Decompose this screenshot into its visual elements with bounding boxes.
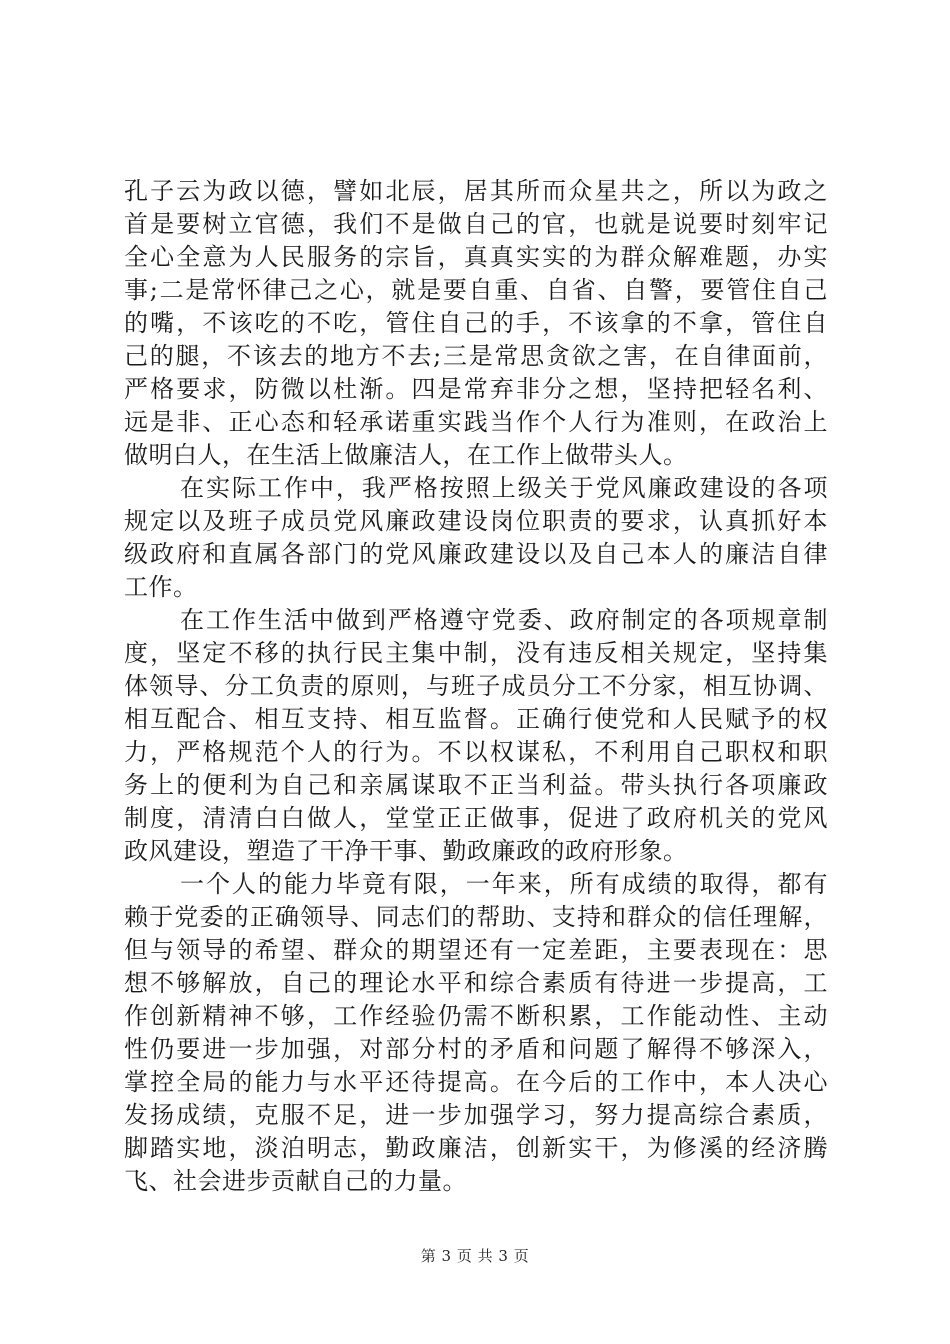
text-line: 但与领导的希望、群众的期望还有一定差距，主要表现在：思 bbox=[124, 936, 828, 964]
text-line: 工作。 bbox=[124, 573, 198, 601]
text-line: 掌控全局的能力与水平还待提高。在今后的工作中，本人决心 bbox=[124, 1068, 828, 1096]
text-line: 政风建设，塑造了干净干事、勤政廉政的政府形象。 bbox=[124, 837, 688, 865]
text-line: 制度，清清白白做人，堂堂正正做事，促进了政府机关的党风 bbox=[124, 804, 828, 832]
text-line: 飞、社会进步贡献自己的力量。 bbox=[124, 1167, 467, 1195]
text-line: 己的腿，不该去的地方不去;三是常思贪欲之害，在自律面前， bbox=[124, 342, 828, 370]
text-line: 严格要求，防微以杜渐。四是常弃非分之想，坚持把轻名利、 bbox=[124, 375, 828, 403]
text-line: 赖于党委的正确领导、同志们的帮助、支持和群众的信任理解， bbox=[124, 903, 828, 931]
page-number-footer: 第 3 页 共 3 页 bbox=[420, 1247, 530, 1265]
text-line: 全心全意为人民服务的宗旨，真真实实的为群众解难题，办实 bbox=[124, 243, 828, 271]
text-line: 体领导、分工负责的原则，与班子成员分工不分家，相互协调、 bbox=[124, 672, 828, 700]
text-line: 作创新精神不够，工作经验仍需不断积累，工作能动性、主动 bbox=[124, 1002, 828, 1030]
text-line: 远是非、正心态和轻承诺重实践当作个人行为准则，在政治上 bbox=[124, 408, 828, 436]
document-body bbox=[124, 175, 828, 1198]
paragraph-first-line: 一个人的能力毕竟有限，一年来，所有成绩的取得，都有 bbox=[180, 870, 828, 898]
text-line: 做明白人，在生活上做廉洁人，在工作上做带头人。 bbox=[124, 441, 688, 469]
paragraph-first-line: 在工作生活中做到严格遵守党委、政府制定的各项规章制 bbox=[180, 606, 828, 634]
text-line: 性仍要进一步加强，对部分村的矛盾和问题了解得不够深入， bbox=[124, 1035, 828, 1063]
paragraph-first-line: 在实际工作中，我严格按照上级关于党风廉政建设的各项 bbox=[180, 474, 828, 502]
text-line: 相互配合、相互支持、相互监督。正确行使党和人民赋予的权 bbox=[124, 705, 828, 733]
text-line: 脚踏实地，淡泊明志，勤政廉洁，创新实干，为修溪的经济腾 bbox=[124, 1134, 828, 1162]
text-line: 的嘴，不该吃的不吃，管住自己的手，不该拿的不拿，管住自 bbox=[124, 309, 828, 337]
text-line: 想不够解放，自己的理论水平和综合素质有待进一步提高，工 bbox=[124, 969, 828, 997]
text-line: 事;二是常怀律己之心，就是要自重、自省、自警，要管住自己 bbox=[124, 276, 828, 304]
text-line: 务上的便利为自己和亲属谋取不正当利益。带头执行各项廉政 bbox=[124, 771, 828, 799]
text-line: 级政府和直属各部门的党风廉政建设以及自己本人的廉洁自律 bbox=[124, 540, 828, 568]
text-line: 度，坚定不移的执行民主集中制，没有违反相关规定，坚持集 bbox=[124, 639, 828, 667]
text-line: 力，严格规范个人的行为。不以权谋私，不利用自己职权和职 bbox=[124, 738, 828, 766]
text-line: 发扬成绩，克服不足，进一步加强学习，努力提高综合素质， bbox=[124, 1101, 828, 1129]
text-line: 首是要树立官德，我们不是做自己的官，也就是说要时刻牢记 bbox=[124, 210, 828, 238]
text-line: 孔子云为政以德，譬如北辰，居其所而众星共之，所以为政之 bbox=[124, 177, 828, 205]
text-line: 规定以及班子成员党风廉政建设岗位职责的要求，认真抓好本 bbox=[124, 507, 828, 535]
